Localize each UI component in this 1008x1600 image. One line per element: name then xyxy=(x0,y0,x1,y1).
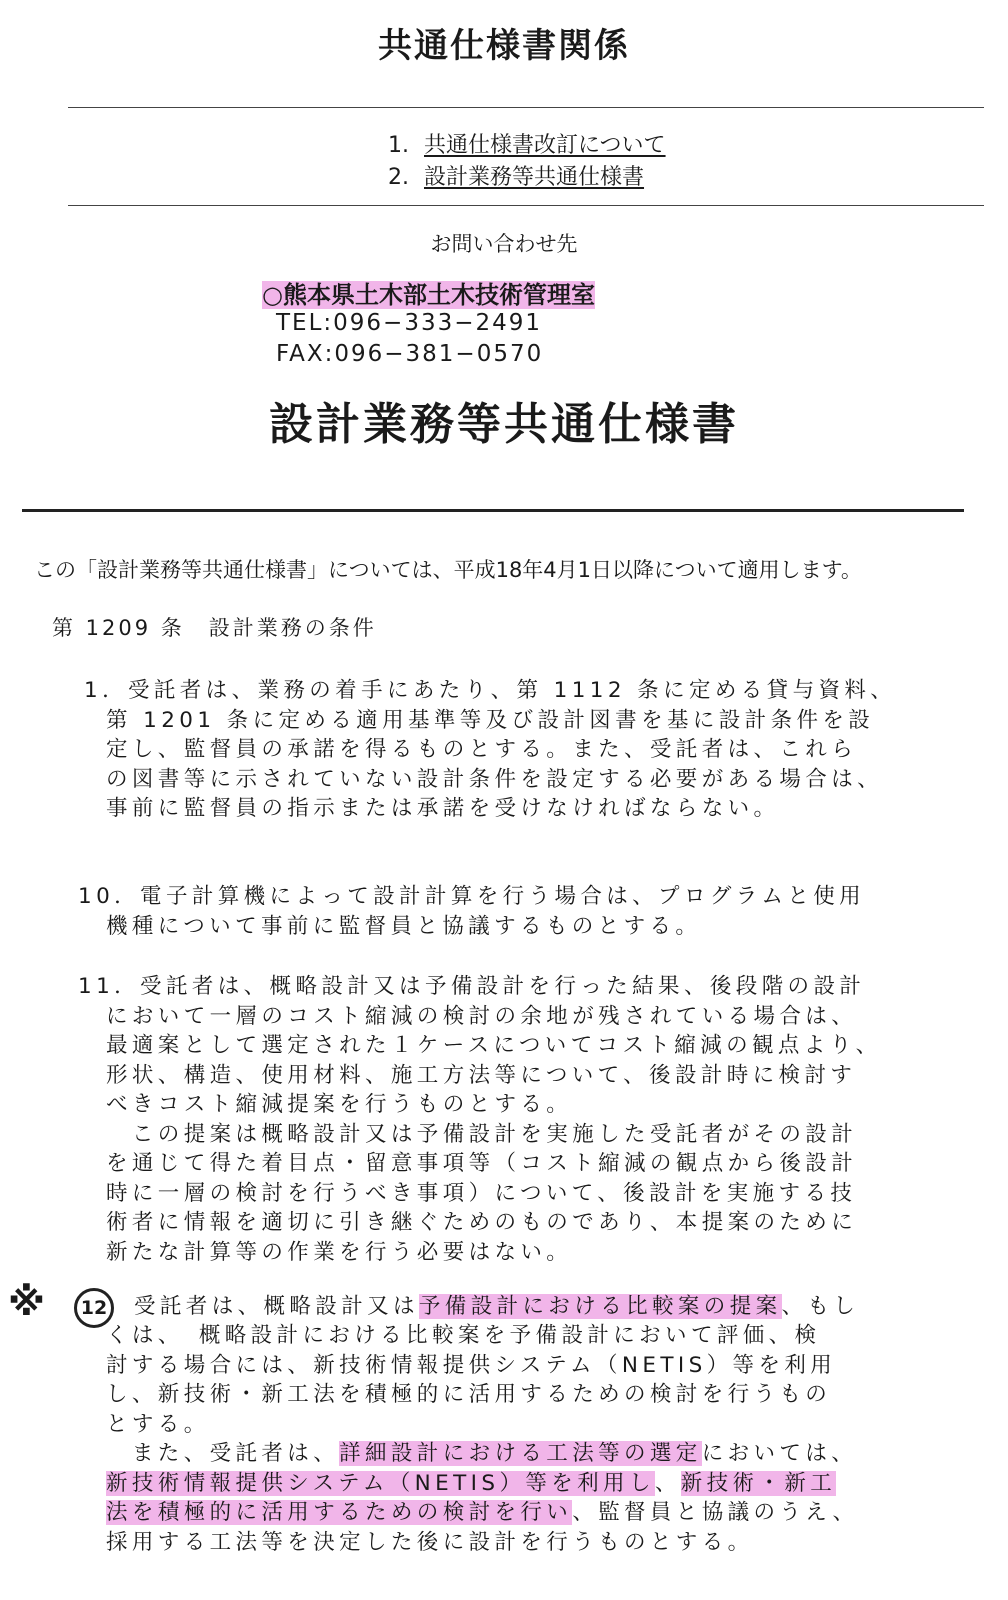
contact-fax: FAX:096−381−0570 xyxy=(276,341,544,367)
paragraph-line: 時に一層の検討を行うべき事項）について、後設計を実施する技 xyxy=(106,1180,857,1206)
article-heading: 第 1209 条 設計業務の条件 xyxy=(52,616,377,640)
paragraph-line: し、新技術・新工法を積極的に活用するための検討を行うもの xyxy=(106,1382,832,1407)
paragraph-12 xyxy=(134,1292,859,1322)
highlighted-text: 予備設計における比較案の提案 xyxy=(418,1294,782,1319)
text-segment: 受託者は、概略設計又は xyxy=(134,1294,419,1319)
paragraph-line: 事前に監督員の指示または承諾を受けなければならない。 xyxy=(106,796,780,821)
toc-item-2[interactable] xyxy=(388,160,644,191)
contact-organization xyxy=(262,275,595,310)
highlighted-text: 詳細設計における工法等の選定 xyxy=(339,1441,702,1466)
paragraph-line xyxy=(106,1469,858,1499)
paragraph-line: を通じて得た着目点・留意事項等（コスト縮減の観点から後設計 xyxy=(106,1151,858,1176)
text-segment: 、もし xyxy=(781,1294,860,1319)
contact-label: お問い合わせ先 xyxy=(430,232,578,256)
text-segment: 、監督員と協議のうえ、 xyxy=(572,1500,859,1525)
paragraph-line: 討する場合には、新技術情報提供システム（NETIS）等を利用 xyxy=(106,1352,837,1378)
highlighted-text: 法を積極的に活用するための検討を行い xyxy=(106,1500,573,1525)
paragraph-line: 新たな計算等の作業を行う必要はない。 xyxy=(106,1239,573,1265)
paragraph-line xyxy=(106,1498,858,1528)
paragraph-line: 形状、構造、使用材料、施工方法等について、後設計時に検討す xyxy=(106,1062,857,1088)
toc-item-1[interactable] xyxy=(388,128,666,159)
paragraph-11 xyxy=(78,972,882,1267)
highlighted-text: ○熊本県土木部土木技術管理室 xyxy=(262,281,595,309)
paragraph-line xyxy=(106,1439,858,1469)
paragraph-line: 採用する工法等を決定した後に設計を行うものとする。 xyxy=(106,1529,754,1555)
paragraph-line: 1．受託者は、業務の着手にあたり、第 1112 条に定める貸与資料、 xyxy=(84,678,897,703)
paragraph-line: において一層のコスト縮減の検討の余地が残されている場合は、 xyxy=(106,1003,858,1029)
page-title: 共通仕様書関係 xyxy=(378,26,630,66)
paragraph-line: この提案は概略設計又は予備設計を実施した受託者がその設計 xyxy=(106,1121,858,1147)
paragraph-line: 最適案として選定された１ケースについてコスト縮減の観点より、 xyxy=(106,1033,882,1058)
paragraph-line: くは、 概略設計における比較案を予備設計において評価、検 xyxy=(106,1323,821,1348)
toc-link[interactable]: 設計業務等共通仕様書 xyxy=(424,165,645,190)
toc-link[interactable]: 共通仕様書改訂について xyxy=(424,133,666,158)
paragraph-line: の図書等に示されていない設計条件を設定する必要がある場合は、 xyxy=(106,766,884,792)
divider xyxy=(68,107,984,108)
paragraph-1 xyxy=(84,676,896,824)
text-segment: においては、 xyxy=(701,1441,858,1466)
text-segment: 、 xyxy=(654,1470,681,1496)
highlighted-text: 新技術・新工 xyxy=(680,1470,837,1496)
paragraph-line: 10．電子計算機によって設計計算を行う場合は、プログラムと使用 xyxy=(78,884,866,909)
toc-number: 2. xyxy=(388,165,409,190)
paragraph-12-cont xyxy=(106,1321,858,1557)
reference-mark: ※ xyxy=(8,1280,45,1324)
divider xyxy=(68,205,984,206)
paragraph-line: べきコスト縮減提案を行うものとする。 xyxy=(106,1092,573,1117)
paragraph-line: 第 1201 条に定める適用基準等及び設計図書を基に設計条件を設 xyxy=(106,707,875,733)
highlighted-text: 新技術情報提供システム（NETIS）等を利用し xyxy=(106,1470,655,1496)
toc-number: 1. xyxy=(388,133,409,158)
paragraph-line: 定し、監督員の承諾を得るものとする。また、受託者は、これら xyxy=(106,737,858,762)
paragraph-line: とする。 xyxy=(106,1411,210,1437)
paragraph-line: 11．受託者は、概略設計又は予備設計を行った結果、後段階の設計 xyxy=(78,974,866,999)
paragraph-line: 術者に情報を適切に引き継ぐためのものであり、本提案のために xyxy=(106,1210,858,1235)
paragraph-line: 機種について事前に監督員と協議するものとする。 xyxy=(106,913,702,939)
circled-number: 12 xyxy=(74,1288,114,1328)
intro-text: この「設計業務等共通仕様書」については、平成18年4月1日以降について適用します。 xyxy=(34,558,862,582)
thick-divider xyxy=(22,509,964,512)
document-title: 設計業務等共通仕様書 xyxy=(269,399,739,450)
paragraph-line xyxy=(134,1292,859,1322)
text-segment: また、受託者は、 xyxy=(106,1441,340,1466)
paragraph-10 xyxy=(78,882,865,941)
contact-tel: TEL:096−333−2491 xyxy=(276,310,543,336)
